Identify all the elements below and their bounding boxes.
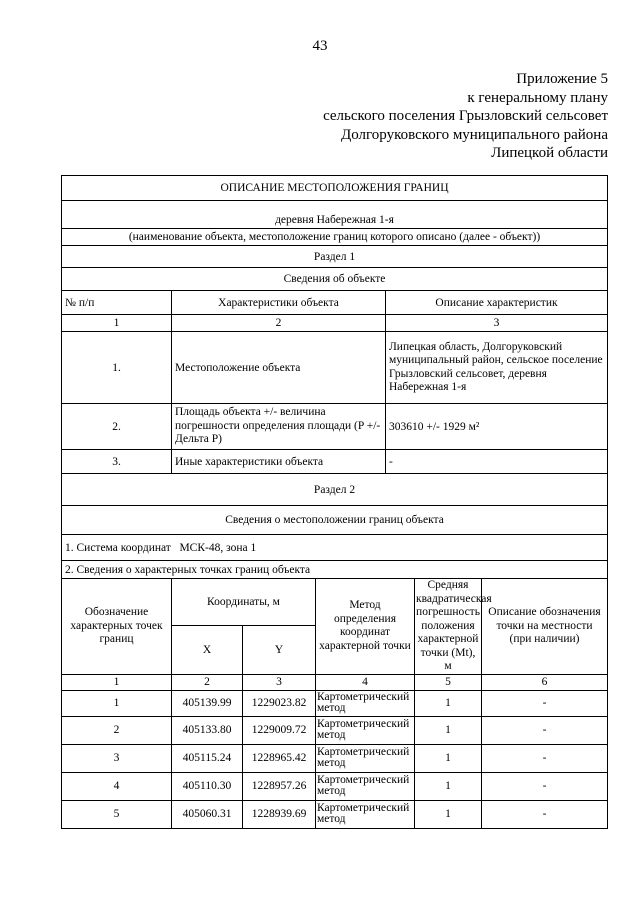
row-description: Липецкая область, Долгоруковский муниципальный район, сельское поселение Грызловский сельсовет, деревня Набережная 1-я <box>386 332 608 404</box>
object-name: деревня Набережная 1-я <box>62 201 608 229</box>
point-row <box>62 690 608 716</box>
point-row <box>62 716 608 744</box>
point-id: 5 <box>62 800 172 828</box>
appendix-line: Приложение 5 <box>516 71 608 87</box>
header-designation: Обозначение характерных точек границ <box>62 579 172 675</box>
point-description: - <box>482 744 608 772</box>
section1-title: Раздел 1 <box>62 246 608 268</box>
row-number: 3. <box>62 450 172 474</box>
appendix-header <box>323 70 608 163</box>
points-header-row <box>62 579 608 626</box>
section1-subtitle: Сведения об объекте <box>62 268 608 291</box>
point-method: Картометрический метод <box>316 716 415 744</box>
colnum: 6 <box>482 674 608 690</box>
header-characteristic: Характеристики объекта <box>172 291 386 315</box>
point-y: 1229009.72 <box>243 716 316 744</box>
header-point-description: Описание обозначения точки на местности (при наличии) <box>482 579 608 675</box>
section1-colnum-row <box>62 315 608 332</box>
document-title: ОПИСАНИЕ МЕСТОПОЛОЖЕНИЯ ГРАНИЦ <box>62 176 608 201</box>
points-colnum-row <box>62 674 608 690</box>
colnum: 1 <box>62 315 172 332</box>
header-coordinates: Координаты, м <box>172 579 316 626</box>
boundary-description-table <box>61 175 608 829</box>
point-x: 405115.24 <box>172 744 243 772</box>
section2-title: Раздел 2 <box>62 474 608 506</box>
row-number: 1. <box>62 332 172 404</box>
point-method: Картометрический метод <box>316 690 415 716</box>
point-row <box>62 800 608 828</box>
colnum: 1 <box>62 674 172 690</box>
point-row <box>62 772 608 800</box>
point-id: 3 <box>62 744 172 772</box>
point-error: 1 <box>415 772 482 800</box>
colnum: 4 <box>316 674 415 690</box>
point-error: 1 <box>415 716 482 744</box>
row-characteristic: Местоположение объекта <box>172 332 386 404</box>
point-y: 1228965.42 <box>243 744 316 772</box>
header-description: Описание характеристик <box>386 291 608 315</box>
row-characteristic: Площадь объекта +/- величина погрешности определения площади (P +/- Дельта P) <box>172 404 386 450</box>
colnum: 2 <box>172 674 243 690</box>
row-number: 2. <box>62 404 172 450</box>
point-description: - <box>482 716 608 744</box>
point-description: - <box>482 690 608 716</box>
point-x: 405133.80 <box>172 716 243 744</box>
object-note: (наименование объекта, местоположение границ которого описано (далее - объект)) <box>62 229 608 246</box>
section1-header-row <box>62 291 608 315</box>
points-caption: 2. Сведения о характерных точках границ объекта <box>62 561 608 579</box>
header-method: Метод определения координат характерной точки <box>316 579 415 675</box>
point-id: 4 <box>62 772 172 800</box>
colnum: 5 <box>415 674 482 690</box>
row-description: - <box>386 450 608 474</box>
point-error: 1 <box>415 800 482 828</box>
point-method: Картометрический метод <box>316 772 415 800</box>
point-y: 1228939.69 <box>243 800 316 828</box>
appendix-line: сельского поселения Грызловский сельсовет <box>323 108 608 124</box>
header-error: Средняя квадратическая погрешность положения характерной точки (Mt), м <box>416 579 492 672</box>
point-error: 1 <box>415 690 482 716</box>
point-method: Картометрический метод <box>316 744 415 772</box>
page-number: 43 <box>312 38 328 54</box>
section2-subtitle: Сведения о местоположении границ объекта <box>62 506 608 535</box>
table-row <box>62 450 608 474</box>
point-error: 1 <box>415 744 482 772</box>
point-row <box>62 744 608 772</box>
row-description: 303610 +/- 1929 м² <box>386 404 608 450</box>
point-id: 2 <box>62 716 172 744</box>
coordinate-system: 1. Система координат МСК-48, зона 1 <box>62 535 608 561</box>
table-row <box>62 404 608 450</box>
row-characteristic: Иные характеристики объекта <box>172 450 386 474</box>
colnum: 2 <box>172 315 386 332</box>
appendix-line: к генеральному плану <box>467 89 608 106</box>
header-x: X <box>172 625 243 674</box>
appendix-line: Долгоруковского муниципального района <box>340 126 608 143</box>
point-description: - <box>482 772 608 800</box>
point-x: 405110.30 <box>172 772 243 800</box>
point-y: 1229023.82 <box>243 690 316 716</box>
colnum: 3 <box>386 315 608 332</box>
header-number: № п/п <box>62 291 172 315</box>
point-x: 405060.31 <box>172 800 243 828</box>
colnum: 3 <box>243 674 316 690</box>
point-id: 1 <box>62 690 172 716</box>
point-method: Картометрический метод <box>316 800 415 828</box>
appendix-line: Липецкой области <box>491 145 608 161</box>
table-row <box>62 332 608 404</box>
point-x: 405139.99 <box>172 690 243 716</box>
header-y: Y <box>243 625 316 674</box>
point-description: - <box>482 800 608 828</box>
point-y: 1228957.26 <box>243 772 316 800</box>
